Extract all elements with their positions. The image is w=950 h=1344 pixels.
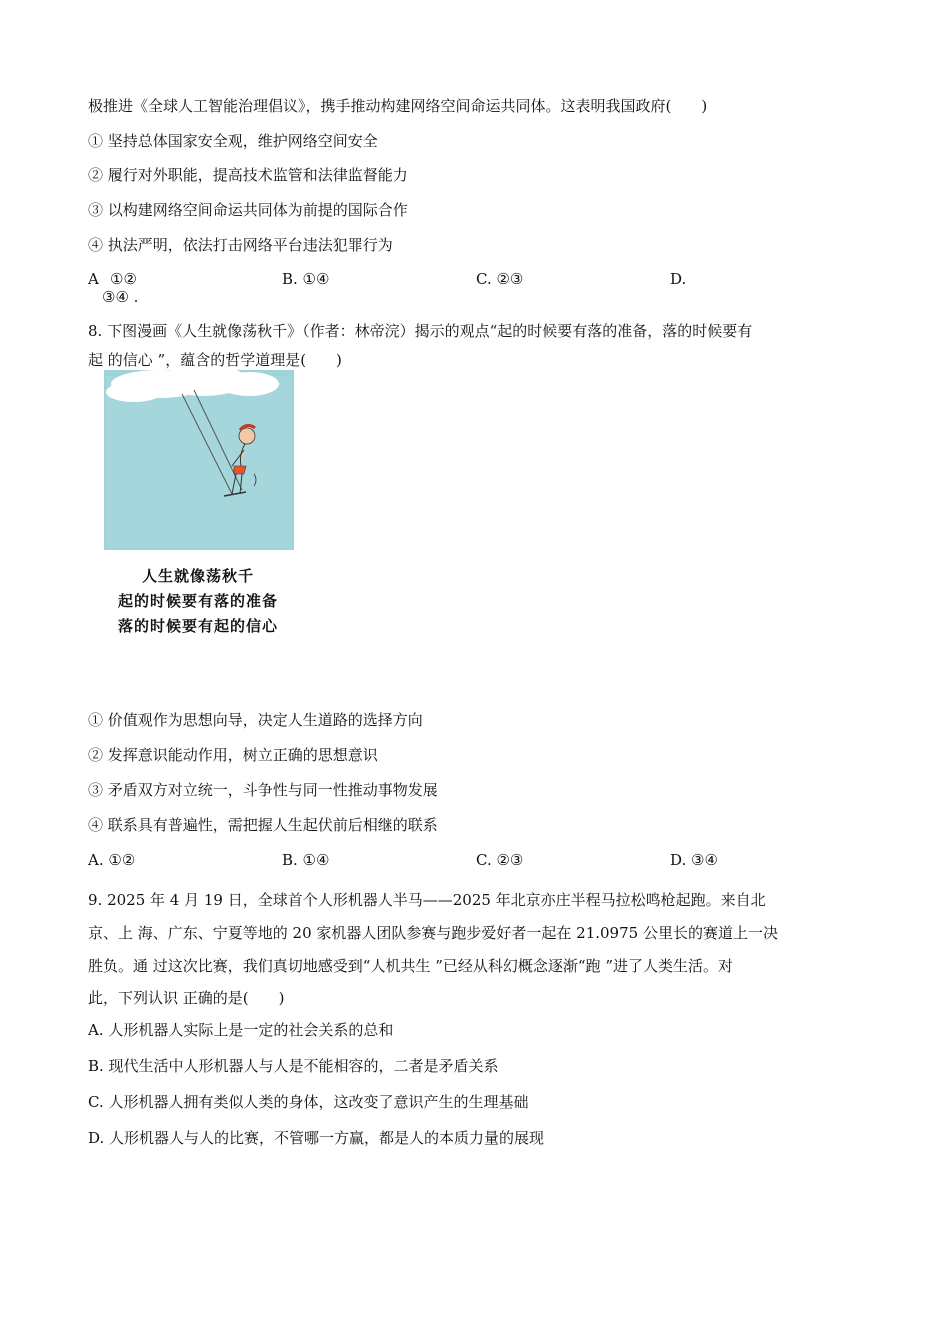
cartoon-caption-3: 落的时候要有起的信心 [117,617,278,635]
cartoon-caption-2: 起的时候要有落的准备 [117,592,278,610]
q7-option-b[interactable]: B. ①④ [282,270,330,288]
q7-option-a[interactable]: ①② [110,270,137,288]
q9-choice-d[interactable]: D. 人形机器人与人的比赛，不管哪一方赢，都是人的本质力量的展现 [88,1129,545,1147]
q9-stem-line-1: 9. 2025 年 4 月 19 日，全球首个人形机器人半马——2025 年北京亦庄半程马拉松鸣枪起跑。来自北 [88,891,766,909]
q8-option-c[interactable]: C. ②③ [476,851,524,869]
q7-option-a-label[interactable]: A [88,270,99,288]
q9-stem-line-3: 胜负。通 过这次比赛，我们真切地感受到“人机共生 ”已经从科幻概念逐渐“跑 ”进了人类生活。对 [88,957,733,975]
q8-stem-line-2: 起 的信心 ”，蕴含的哲学道理是( ) [88,351,342,369]
swing-illustration [104,370,294,550]
q8-statement-2: ② 发挥意识能动作用，树立正确的思想意识 [88,746,378,764]
q9-stem-line-2: 京、上 海、广东、宁夏等地的 20 家机器人团队参赛与跑步爱好者一起在 21.0975 公里长的赛道上一决 [88,924,778,942]
q9-stem-line-4: 此，下列认识 正确的是( ) [88,989,285,1007]
q8-statement-4: ④ 联系具有普遍性，需把握人生起伏前后相继的联系 [88,816,438,834]
q7-statement-2: ② 履行对外职能，提高技术监管和法律监督能力 [88,166,408,184]
q9-choice-c[interactable]: C. 人形机器人拥有类似人类的身体，这改变了意识产生的生理基础 [88,1093,529,1111]
q8-option-d[interactable]: D. ③④ [670,851,718,869]
cartoon-caption-1: 人生就像荡秋千 [141,567,254,585]
q7-statement-4: ④ 执法严明，依法打击网络平台违法犯罪行为 [88,236,393,254]
q8-statement-1: ① 价值观作为思想向导，决定人生道路的选择方向 [88,711,423,729]
q7-option-c[interactable]: C. ②③ [476,270,524,288]
q9-choice-a[interactable]: A. 人形机器人实际上是一定的社会关系的总和 [88,1021,394,1039]
q8-option-b[interactable]: B. ①④ [282,851,330,869]
q7-statement-3: ③ 以构建网络空间命运共同体为前提的国际合作 [88,201,408,219]
q7-option-d[interactable]: D. [670,270,687,288]
q9-choice-b[interactable]: B. 现代生活中人形机器人与人是不能相容的，二者是矛盾关系 [88,1057,499,1075]
q7-stem: 极推进《全球人工智能治理倡议》，携手推动构建网络空间命运共同体。这表明我国政府( ) [88,97,708,115]
q7-statement-1: ① 坚持总体国家安全观，维护网络空间安全 [88,132,378,150]
q8-statement-3: ③ 矛盾双方对立统一，斗争性与同一性推动事物发展 [88,781,438,799]
q7-option-d-value: ③④ . [102,288,139,306]
q8-option-a[interactable]: A. ①② [88,851,136,869]
q8-stem-line-1: 8. 下图漫画《人生就像荡秋千》（作者：林帝浣）揭示的观点“起的时候要有落的准备，落的时候要有 [88,322,753,340]
